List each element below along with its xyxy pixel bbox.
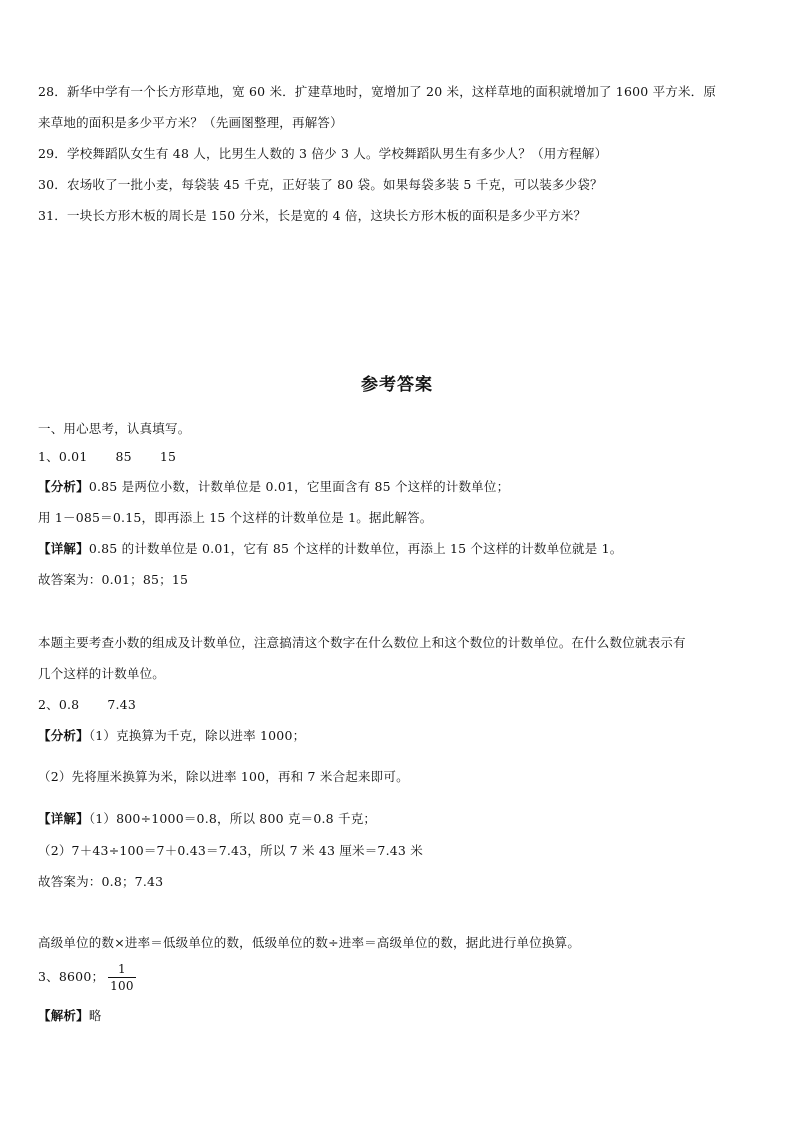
analysis-tag: 【分析】 xyxy=(38,479,89,494)
detail-text: 0.85 的计数单位是 0.01，它有 85 个这样的计数单位，再添上 15 个这样的计数单位就是 1。 xyxy=(88,541,623,556)
answer-2-result: 故答案为：0.8；7.43 xyxy=(38,874,164,889)
question-text: 农场收了一批小麦，每袋装 45 千克，正好装了 80 袋。如果每袋多装 5 千克，可以装多少袋？ xyxy=(67,177,603,192)
answer-3-values xyxy=(38,960,136,994)
question-text: 来草地的面积是多少平方米？（先画图整理，再解答） xyxy=(38,115,343,130)
answer-label: 1、 xyxy=(38,449,59,464)
question-number: 28． xyxy=(38,84,68,99)
answer-3-analysis xyxy=(38,1008,102,1024)
fraction-denominator: 100 xyxy=(110,979,134,993)
detail-tag: 【详解】 xyxy=(38,541,89,556)
answer-2-analysis-2: （2）先将厘米换算为米，除以进率 100，再和 7 米合起来即可。 xyxy=(38,769,409,784)
answer-2-analysis-1 xyxy=(38,728,305,744)
answer-1-analysis-2: 用 1－085＝0.15，即再添上 15 个这样的计数单位是 1。据此解答。 xyxy=(38,510,433,525)
question-number: 31． xyxy=(38,208,68,223)
analysis-tag: 【解析】 xyxy=(38,1008,89,1023)
detail-tag: 【详解】 xyxy=(38,811,89,826)
answer-value: 85 xyxy=(115,449,132,464)
question-30 xyxy=(38,177,603,193)
answer-2-note: 高级单位的数×进率＝低级单位的数，低级单位的数÷进率＝高级单位的数，据此进行单位换算。 xyxy=(38,935,581,950)
section-heading: 一、用心思考，认真填写。 xyxy=(38,421,191,436)
answer-2-detail-1 xyxy=(38,811,376,827)
fraction xyxy=(108,962,136,993)
question-text: 新华中学有一个长方形草地，宽 60 米．扩建草地时，宽增加了 20 米，这样草地的面积就增加了 1600 平方米．原 xyxy=(67,84,717,99)
question-29 xyxy=(38,146,607,162)
answer-value: 7.43 xyxy=(107,697,136,712)
question-28-line-2 xyxy=(38,115,343,131)
answer-1-values xyxy=(38,449,176,465)
question-number: 30． xyxy=(38,177,68,192)
answer-2-values xyxy=(38,697,136,713)
answer-1-result: 故答案为：0.01；85；15 xyxy=(38,572,189,587)
question-text: 学校舞蹈队女生有 48 人，比男生人数的 3 倍少 3 人。学校舞蹈队男生有多少人？（用方程解） xyxy=(67,146,608,161)
answer-1-analysis-1 xyxy=(38,479,509,495)
question-28-line-1 xyxy=(38,84,716,100)
answer-value: 0.01 xyxy=(58,449,88,464)
answer-label: 2、 xyxy=(38,697,59,712)
question-text: 一块长方形木板的周长是 150 分米，长是宽的 4 倍，这块长方形木板的面积是多少平方米？ xyxy=(67,208,587,223)
answer-label: 3、 xyxy=(38,969,59,984)
question-31 xyxy=(38,208,586,224)
analysis-text: 略 xyxy=(88,1008,102,1023)
analysis-tag: 【分析】 xyxy=(38,728,89,743)
answer-2-detail-2: （2）7＋43÷100＝7＋0.43＝7.43，所以 7 米 43 厘米＝7.43 米 xyxy=(38,843,423,858)
answer-value: 8600； xyxy=(58,969,105,984)
answer-title: 参考答案 xyxy=(361,375,433,395)
analysis-text: 0.85 是两位小数，计数单位是 0.01，它里面含有 85 个这样的计数单位； xyxy=(88,479,510,494)
answer-value: 0.8 xyxy=(58,697,80,712)
analysis-text: （1）克换算为千克，除以进率 1000； xyxy=(88,728,306,743)
detail-text: （1）800÷1000＝0.8，所以 800 克＝0.8 千克； xyxy=(88,811,377,826)
answer-1-detail xyxy=(38,541,622,557)
question-number: 29． xyxy=(38,146,68,161)
answer-value: 15 xyxy=(159,449,177,464)
answer-1-note-2: 几个这样的计数单位。 xyxy=(38,666,166,681)
answer-1-note-1: 本题主要考查小数的组成及计数单位，注意搞清这个数字在什么数位上和这个数位的计数单位。在什么数位就表示有 xyxy=(38,635,686,650)
fraction-numerator: 1 xyxy=(108,962,136,978)
